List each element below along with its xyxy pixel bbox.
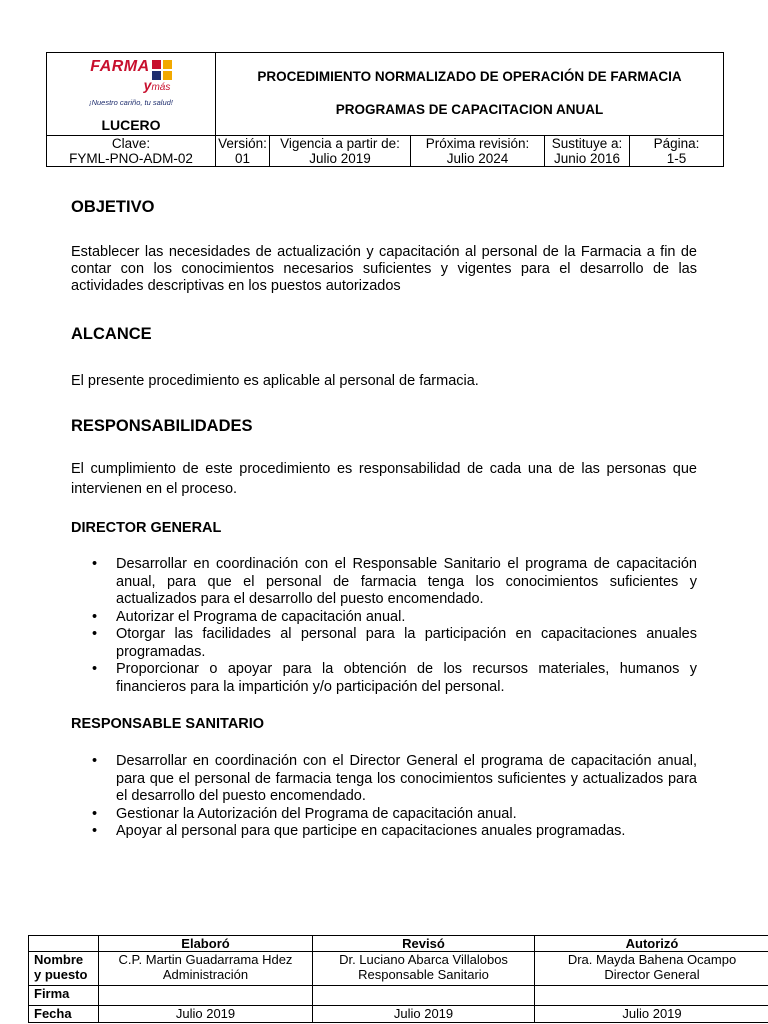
responsabilidades-heading: RESPONSABILIDADES — [71, 417, 253, 435]
responsabilidades-text: El cumplimiento de este procedimiento es responsabilidad de cada una de las personas que intervienen en el proceso. — [71, 461, 697, 497]
firma-autorizo — [535, 986, 768, 1006]
bullet-icon: • — [92, 556, 98, 572]
bullet-icon: • — [92, 823, 98, 839]
signature-elaboro: C.P. Martin Guadarrama Hdez Administración — [99, 952, 313, 986]
title-line-1: PROCEDIMIENTO NORMALIZADO DE OPERACIÓN DE FARMACIA — [257, 68, 682, 84]
bullet-icon: • — [92, 608, 98, 625]
bullet-icon: • — [92, 626, 98, 642]
fecha-autorizo: Julio 2019 — [535, 1006, 768, 1023]
alcance-heading: ALCANCE — [71, 325, 152, 343]
sanitario-list — [71, 753, 697, 841]
row-label-fecha: Fecha — [29, 1006, 99, 1023]
logo-y: y — [143, 77, 152, 93]
meta-version: Versión: 01 — [216, 136, 270, 167]
list-item: • Otorgar las facilidades al personal para la participación en capacitaciones anuales programadas. — [92, 626, 697, 660]
signature-table — [28, 935, 768, 1023]
director-list — [71, 556, 697, 696]
document-title — [216, 53, 724, 136]
signature-corner — [29, 936, 99, 952]
fecha-elaboro: Julio 2019 — [99, 1006, 313, 1023]
list-item: • Autorizar el Programa de capacitación anual. — [92, 608, 406, 625]
bullet-icon: • — [92, 753, 98, 769]
row-label-firma: Firma — [29, 986, 99, 1006]
bullet-icon: • — [92, 805, 98, 822]
meta-sustituye: Sustituye a: Junio 2016 — [545, 136, 630, 167]
col-header-elaboro: Elaboró — [99, 936, 313, 952]
col-header-autorizo: Autorizó — [535, 936, 768, 952]
list-item: • Proporcionar o apoyar para la obtención de los recursos materiales, humanos y financieros para la impartición y/o participación del personal. — [92, 661, 697, 695]
company-logo — [47, 59, 215, 107]
list-item: • Desarrollar en coordinación con el Responsable Sanitario el programa de capacitación anual, para que el personal de farmacia tenga los conocimientos suficientes y actualizados para el desarrollo del puesto encomendado. — [92, 556, 697, 607]
document-header — [46, 52, 724, 167]
col-header-reviso: Revisó — [313, 936, 535, 952]
list-item: • Gestionar la Autorización del Programa de capacitación anual. — [92, 805, 517, 822]
list-item: • Apoyar al personal para que participe en capacitaciones anuales programadas. — [92, 823, 626, 839]
meta-pagina: Página: 1-5 — [630, 136, 724, 167]
meta-proxima-revision: Próxima revisión: Julio 2024 — [411, 136, 545, 167]
director-heading: DIRECTOR GENERAL — [71, 520, 222, 536]
document-meta-row — [47, 136, 724, 167]
logo-slogan: ¡Nuestro cariño, tu salud! — [89, 98, 173, 107]
logo-farma: FARMA — [90, 58, 150, 75]
meta-vigencia: Vigencia a partir de: Julio 2019 — [270, 136, 411, 167]
title-line-2: PROGRAMAS DE CAPACITACION ANUAL — [335, 101, 604, 117]
list-item: • Desarrollar en coordinación con el Director General el programa de capacitación anual, para que el personal de farmacia tenga los conocimientos suficientes y actualizados para el desarrollo del puesto encomendado. — [92, 753, 697, 804]
firma-reviso — [313, 986, 535, 1006]
objetivo-text: Establecer las necesidades de actualización y capacitación al personal de la Farmacia a fin de contar con los conocimientos necesarios suficientes y vigentes para el desarrollo de las actividades descriptivas en los puestos autorizados — [71, 244, 697, 294]
bullet-icon: • — [92, 661, 98, 677]
logo-squares-icon — [152, 60, 172, 80]
signature-reviso: Dr. Luciano Abarca Villalobos Responsable Sanitario — [313, 952, 535, 986]
firma-elaboro — [99, 986, 313, 1006]
logo-cell — [47, 53, 216, 136]
branch-name: LUCERO — [101, 117, 161, 133]
fecha-reviso: Julio 2019 — [313, 1006, 535, 1023]
sanitario-heading: RESPONSABLE SANITARIO — [71, 716, 265, 732]
logo-mas: más — [151, 82, 171, 93]
meta-clave: Clave: FYML-PNO-ADM-02 — [47, 136, 216, 167]
alcance-text: El presente procedimiento es aplicable al personal de farmacia. — [71, 373, 479, 389]
objetivo-heading: OBJETIVO — [71, 198, 155, 216]
signature-autorizo: Dra. Mayda Bahena Ocampo Director General — [535, 952, 768, 986]
row-label-nombre: Nombre y puesto — [29, 952, 99, 986]
